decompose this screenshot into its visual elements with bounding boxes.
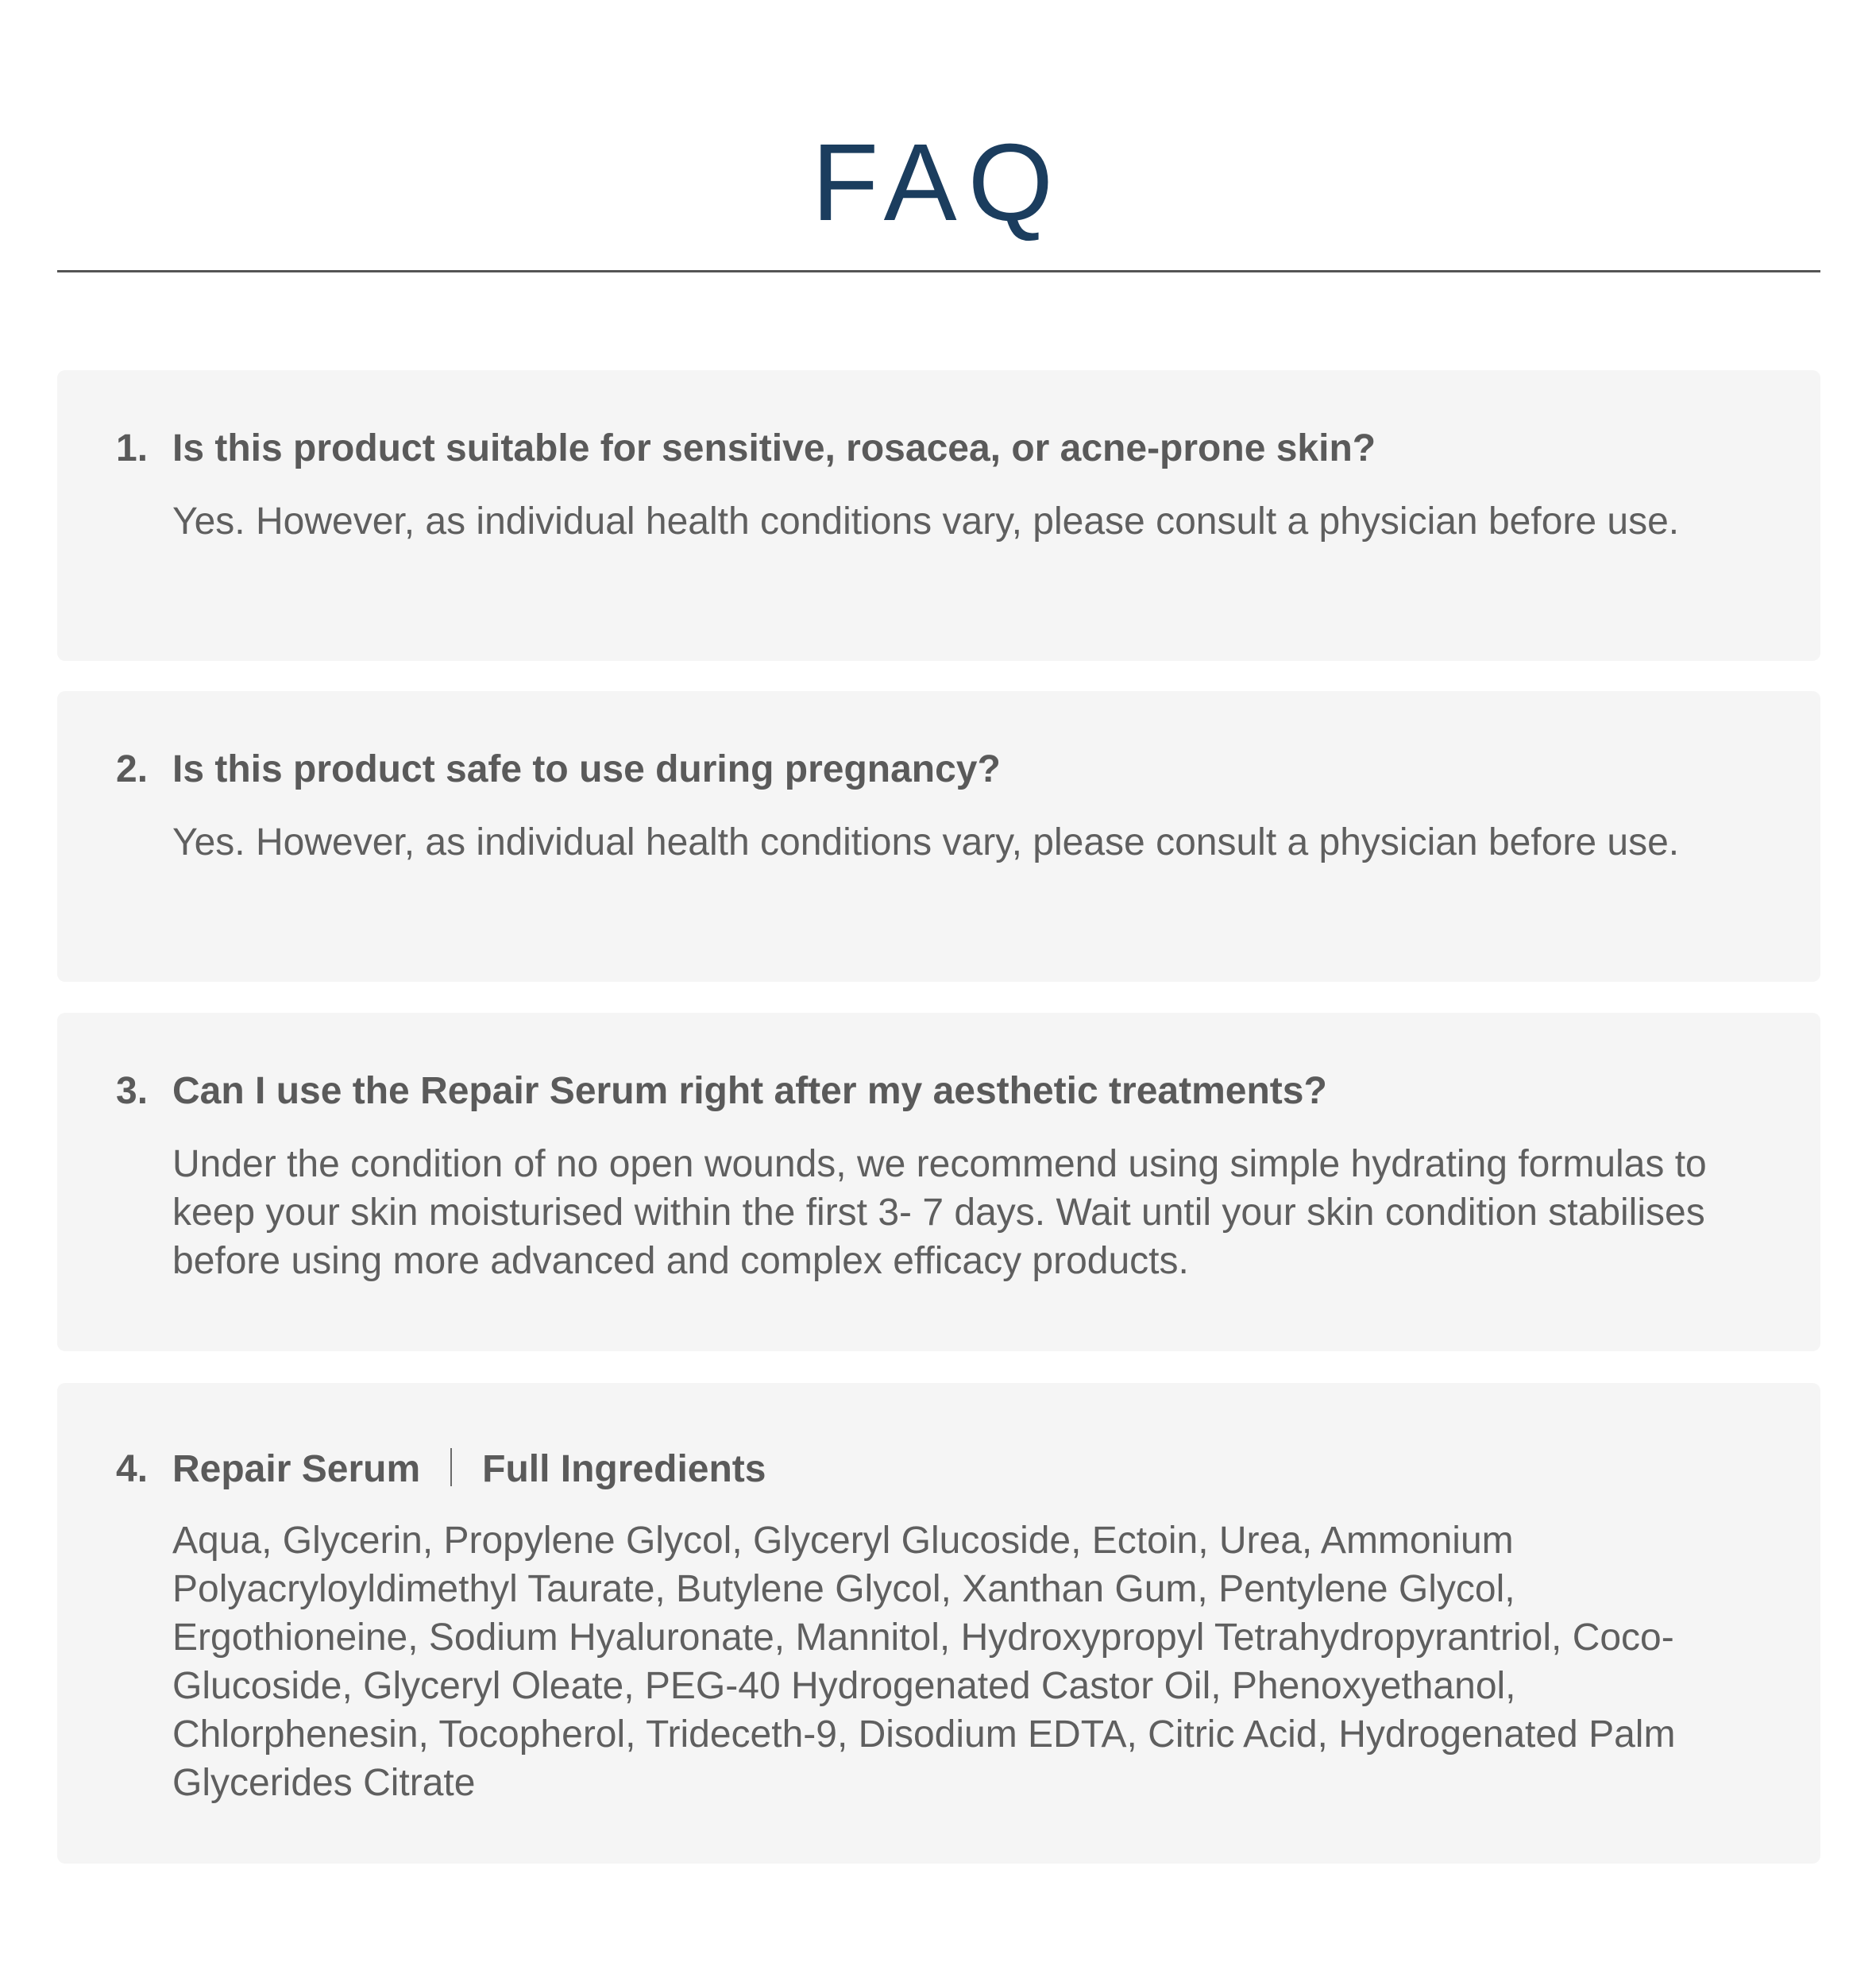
page-title: FAQ [811,122,1065,244]
faq-number: 3. [116,1070,149,1112]
faq-card-3 [57,1013,1820,1351]
ingredients-heading: Full Ingredients [482,1448,766,1490]
faq-question-row [57,424,1820,473]
faq-question: Can I use the Repair Serum right after my aesthetic treatments? [172,1070,1327,1112]
title-divider [57,270,1820,272]
faq-question-row [57,745,1820,794]
faq-question-row [57,1067,1820,1116]
product-name: Repair Serum [172,1448,421,1490]
faq-card-4 [57,1383,1820,1864]
faq-answer: Yes. However, as individual health conditions vary, please consult a physician before use. [172,500,1680,543]
faq-number: 1. [116,427,149,469]
heading-separator [450,1448,452,1486]
faq-number: 4. [116,1448,149,1490]
faq-answer: Under the condition of no open wounds, we recommend using simple hydrating formulas to keep your skin moisturised within the first 3- 7 days. Wait until your skin condition stabilises before using more advanced and complex efficacy products. [172,1143,1707,1282]
faq-question: Is this product suitable for sensitive, rosacea, or acne-prone skin? [172,427,1376,469]
ingredients-list: Aqua, Glycerin, Propylene Glycol, Glyceryl Glucoside, Ectoin, Urea, Ammonium Polyacryloyldimethyl Taurate, Butylene Glycol, Xanthan Gum, Pentylene Glycol, Ergothioneine, Sodium Hyaluronate, Mannitol, Hydroxypropyl Tetrahydropyrantriol, Coco-Glucoside, Glyceryl Oleate, PEG-40 Hydrogenated Castor Oil, Phenoxyethanol, Chlorphenesin, Tocopherol, Trideceth-9, Disodium EDTA, Citric Acid, Hydrogenated Palm Glycerides Citrate [172,1520,1676,1804]
faq-question-row [57,1445,1820,1494]
faq-card-1 [57,370,1820,661]
faq-answer: Yes. However, as individual health conditions vary, please consult a physician before use. [172,821,1680,863]
faq-heading [172,1445,766,1494]
faq-number: 2. [116,748,149,790]
faq-card-2 [57,691,1820,982]
faq-question: Is this product safe to use during pregnancy? [172,748,1001,790]
